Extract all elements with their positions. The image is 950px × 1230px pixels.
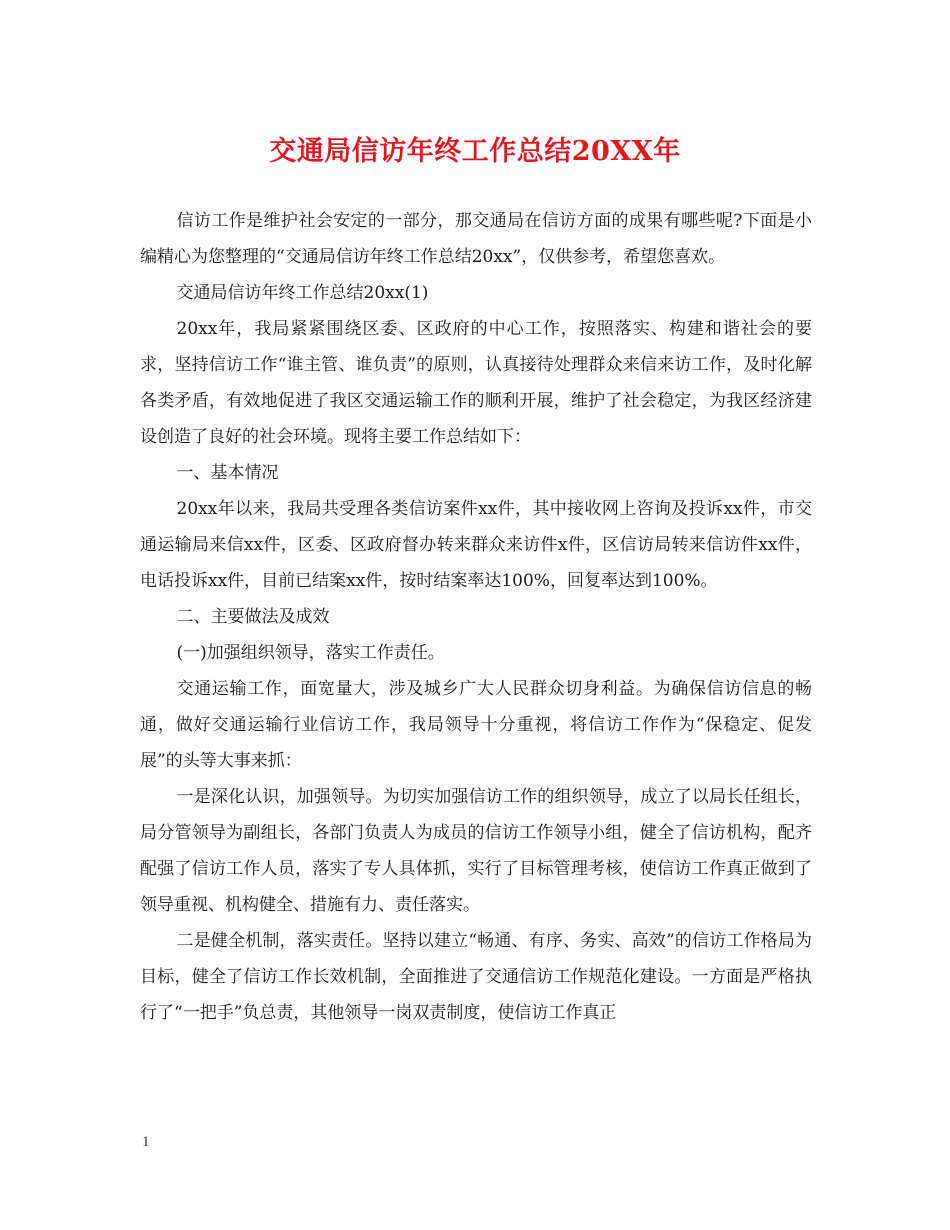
paragraph-transport-work: 交通运输工作，面宽量大，涉及城乡广大人民群众切身利益。为确保信访信息的畅通，做好交通运输行业信访工作，我局领导十分重视，将信访工作作为“保稳定、促发展”的头等大事来抓： [140, 679, 812, 771]
paragraph-statistics: 20xx年以来，我局共受理各类信访案件xx件，其中接收网上咨询及投诉xx件，市交通运输局来信xx件，区委、区政府督办转来群众来访件x件，区信访局转来信访件xx件，电话投诉xx件，目前已结案xx件，按时结案率达100%，回复率达到100%。 [140, 499, 812, 591]
section-heading-basic-situation: 一、基本情况 [176, 463, 279, 483]
subsection-heading-leadership: (一)加强组织领导，落实工作责任。 [176, 643, 445, 663]
paragraph-point-one: 一是深化认识，加强领导。为切实加强信访工作的组织领导，成立了以局长任组长，局分管领导为副组长，各部门负责人为成员的信访工作领导小组，健全了信访机构，配齐配强了信访工作人员，落实了专人具体抓，实行了目标管理考核，使信访工作真正做到了领导重视、机构健全、措施有力、责任落实。 [140, 787, 812, 915]
page-number: 1 [142, 1134, 150, 1150]
section-heading-methods: 二、主要做法及成效 [176, 607, 330, 627]
document-title: 交通局信访年终工作总结20XX年 [269, 136, 681, 167]
document-body [140, 203, 812, 1031]
paragraph-point-two: 二是健全机制，落实责任。坚持以建立“畅通、有序、务实、高效”的信访工作格局为目标，健全了信访工作长效机制，全面推进了交通信访工作规范化建设。一方面是严格执行了“一把手”负总责，其他领导一岗双责制度，使信访工作真正 [140, 931, 812, 1023]
paragraph-subtitle: 交通局信访年终工作总结20xx(1) [176, 283, 429, 303]
paragraph-intro: 信访工作是维护社会安定的一部分，那交通局在信访方面的成果有哪些呢?下面是小编精心为您整理的“交通局信访年终工作总结20xx”，仅供参考，希望您喜欢。 [140, 211, 812, 267]
paragraph-overview: 20xx年，我局紧紧围绕区委、区政府的中心工作，按照落实、构建和谐社会的要求，坚持信访工作“谁主管、谁负责”的原则，认真接待处理群众来信来访工作，及时化解各类矛盾，有效地促进了我区交通运输工作的顺利开展，维护了社会稳定，为我区经济建设创造了良好的社会环境。现将主要工作总结如下： [140, 319, 812, 447]
